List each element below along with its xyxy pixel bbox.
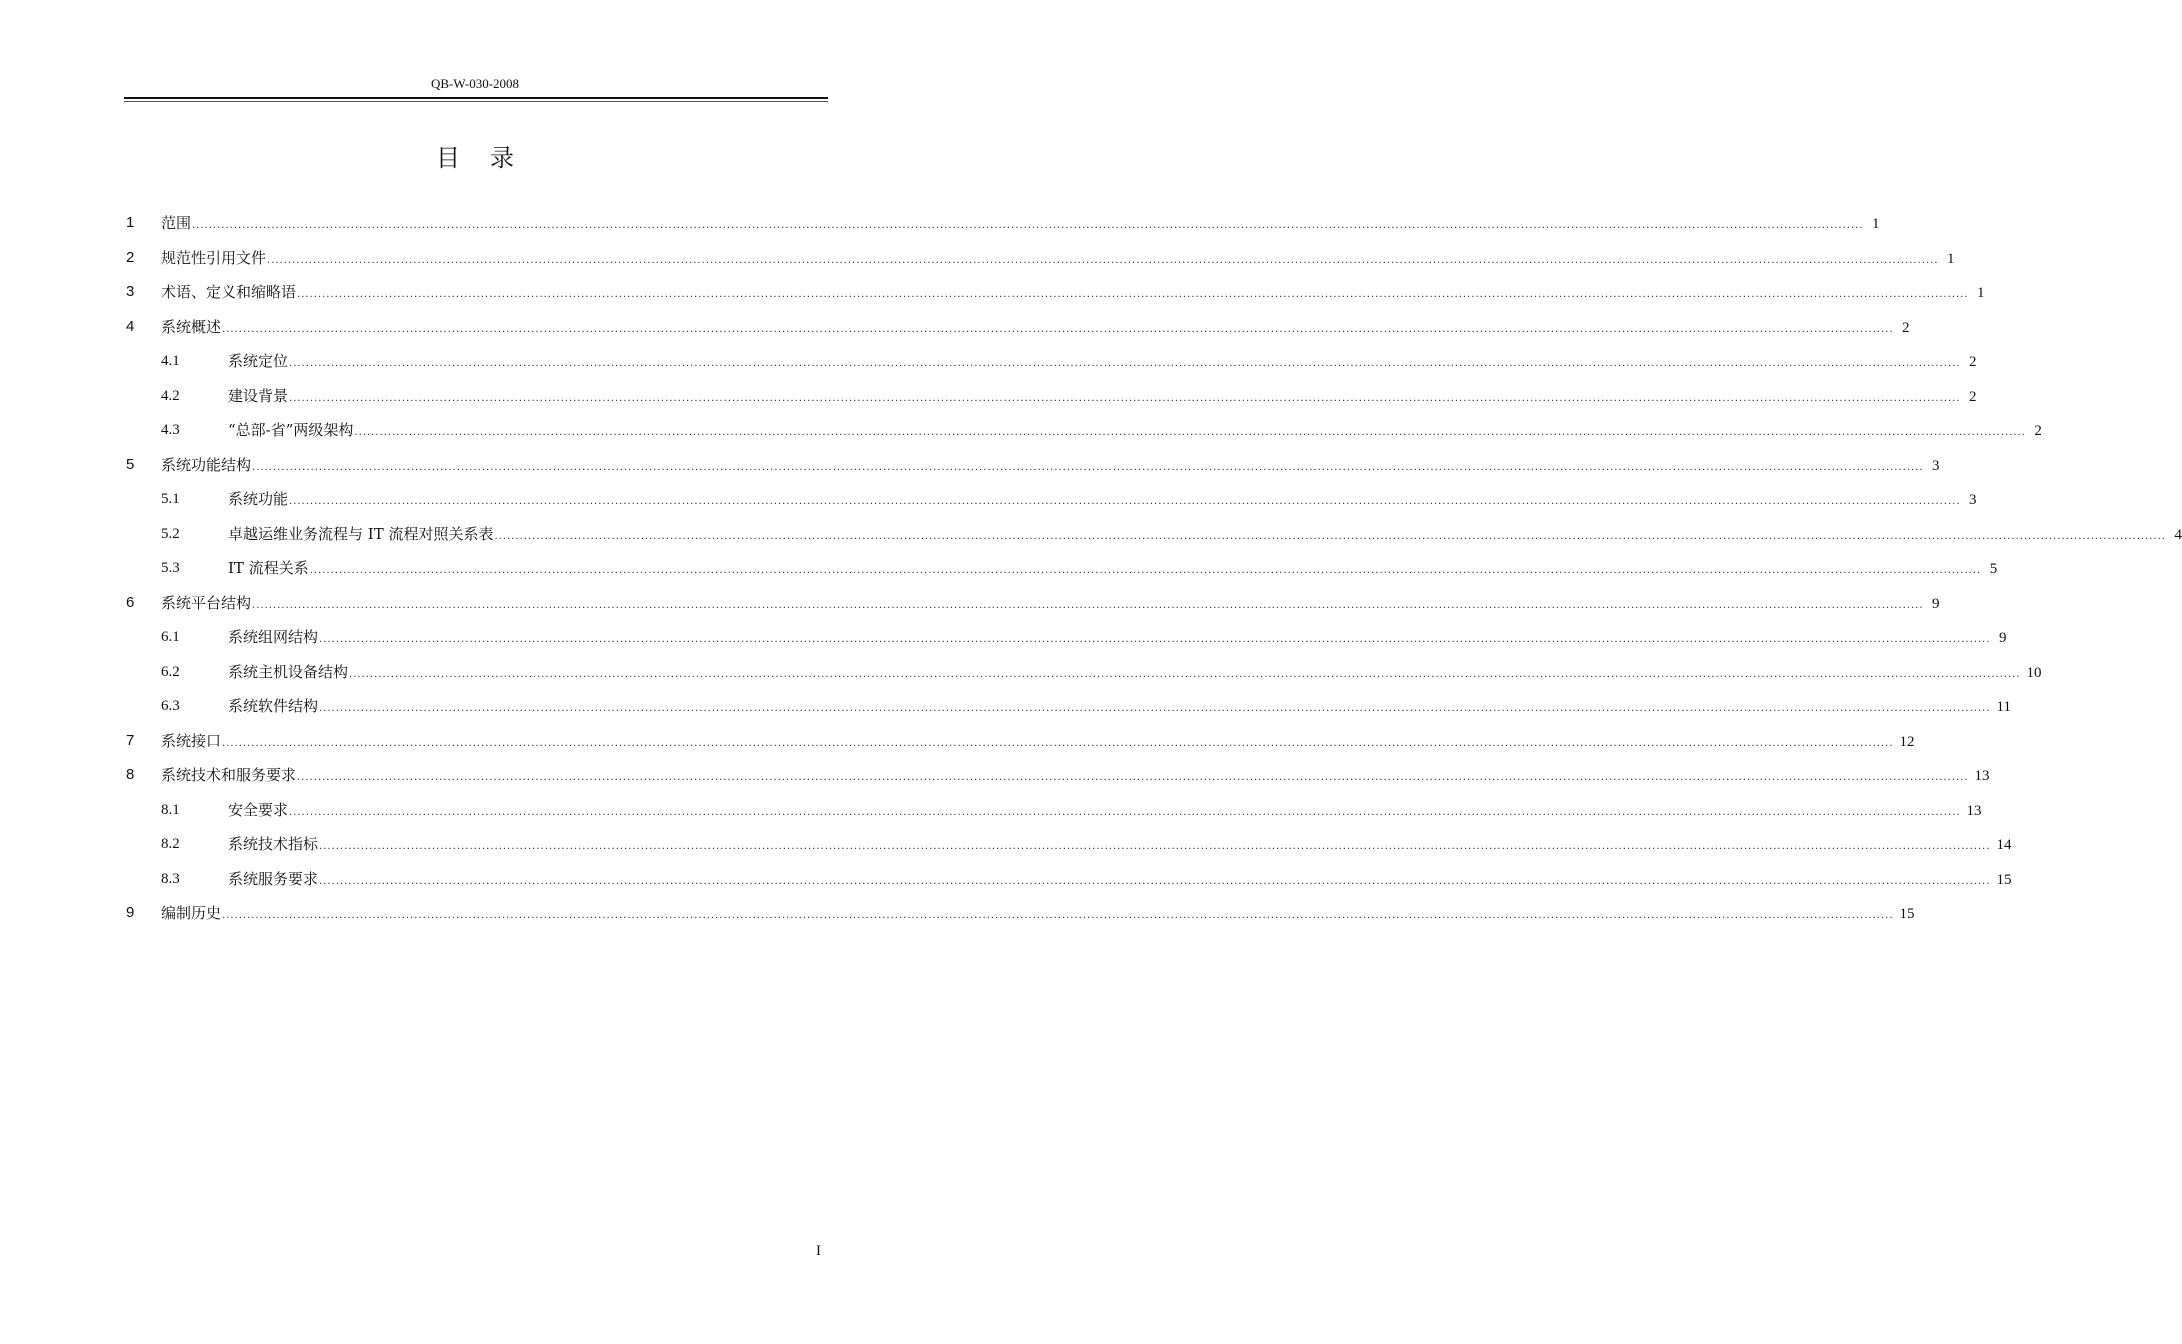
toc-entry-number: 4.1 (161, 353, 180, 369)
toc-dot-leader: ................................................................................................................................................................................................................................................................................................................................................................................................................ (297, 289, 1969, 300)
toc-entry-title: 术语、定义和缩略语 (161, 283, 297, 301)
toc-entry-page: 2 (2034, 423, 2042, 439)
toc-entry[interactable] (0, 655, 2042, 689)
toc-entry[interactable] (0, 862, 2012, 896)
footer-page-number: I (816, 1243, 821, 1259)
toc-entry-number: 5.2 (161, 525, 180, 542)
toc-entry-page: 1 (1947, 250, 1955, 267)
header-rule-thin (124, 101, 828, 102)
toc-entry-number: 6 (126, 593, 135, 611)
toc-entry-title: 系统软件结构 (228, 697, 319, 715)
toc-dot-leader: ................................................................................................................................................................................................................................................................................................................................................................................................................ (319, 703, 1991, 714)
toc-dot-leader: ................................................................................................................................................................................................................................................................................................................................................................................................................ (222, 910, 1894, 921)
toc-entry-page: 2 (1969, 388, 1977, 405)
toc-entry[interactable] (0, 448, 1940, 482)
toc-entry-page: 14 (1996, 837, 2012, 853)
toc-entry-title: 系统接口 (161, 731, 222, 750)
toc-entry-number: 6.2 (161, 663, 180, 680)
toc-entry-title: 编制历史 (161, 904, 222, 922)
toc-entry-number: 6.1 (161, 629, 180, 645)
toc-entry-title: 卓越运维业务流程与 IT 流程对照关系表 (228, 524, 494, 543)
toc-entry[interactable] (0, 896, 1915, 930)
toc-dot-leader: ................................................................................................................................................................................................................................................................................................................................................................................................................ (494, 530, 2166, 542)
toc-entry-number: 5.3 (161, 560, 180, 576)
toc-entry-page: 2 (1902, 319, 1910, 336)
header-rule (124, 97, 828, 99)
toc-entry[interactable] (0, 379, 1977, 413)
toc-entry[interactable] (0, 827, 2012, 861)
toc-entry-page: 1 (1872, 216, 1880, 232)
toc-entry[interactable] (0, 482, 1977, 516)
toc-entry-number: 6.3 (161, 698, 180, 714)
toc-entry-number: 5 (126, 455, 135, 473)
toc-entry-number: 8 (126, 766, 135, 783)
toc-dot-leader: ................................................................................................................................................................................................................................................................................................................................................................................................................ (289, 496, 1961, 507)
toc-entry[interactable] (0, 275, 1985, 309)
toc-entry-title: “总部-省”两级架构 (228, 421, 354, 439)
toc-entry[interactable] (0, 724, 1915, 758)
toc-entry-title: 系统概述 (161, 317, 222, 336)
toc-entry-number: 4 (126, 317, 135, 335)
toc-entry[interactable] (0, 586, 1940, 620)
toc-entry[interactable] (0, 517, 2182, 551)
toc-entry-title: 系统功能结构 (161, 455, 252, 474)
toc-entry-number: 5.1 (161, 491, 180, 507)
toc-entry[interactable] (0, 241, 1955, 275)
toc-entry-number: 8.3 (161, 870, 180, 887)
toc-dot-leader: ................................................................................................................................................................................................................................................................................................................................................................................................................ (319, 841, 1991, 852)
toc-entry-page: 13 (1966, 802, 1982, 819)
toc-dot-leader: ................................................................................................................................................................................................................................................................................................................................................................................................................ (267, 254, 1939, 266)
toc-dot-leader: ................................................................................................................................................................................................................................................................................................................................................................................................................ (319, 634, 1991, 645)
toc-entry-title: 系统平台结构 (161, 593, 252, 612)
toc-entry-page: 5 (1989, 561, 1998, 577)
toc-dot-leader: ................................................................................................................................................................................................................................................................................................................................................................................................................ (289, 358, 1961, 369)
toc-entry-number: 4.2 (161, 387, 180, 404)
toc-dot-leader: ................................................................................................................................................................................................................................................................................................................................................................................................................ (289, 806, 1961, 818)
toc-entry-title: 建设背景 (228, 386, 289, 405)
toc-entry-title: 系统技术和服务要求 (161, 766, 297, 784)
toc-entry[interactable] (0, 413, 2042, 447)
toc-dot-leader: ................................................................................................................................................................................................................................................................................................................................................................................................................ (252, 599, 1924, 611)
toc-entry-page: 9 (1999, 630, 2007, 646)
toc-dot-leader: ................................................................................................................................................................................................................................................................................................................................................................................................................ (309, 565, 1982, 576)
toc-dot-leader: ................................................................................................................................................................................................................................................................................................................................................................................................................ (319, 875, 1991, 887)
toc-entry-number: 7 (126, 731, 135, 749)
toc-entry-title: IT 流程关系 (228, 559, 309, 577)
document-code: QB-W-030-2008 (430, 76, 520, 91)
toc-entry-title: 系统功能 (228, 490, 289, 508)
toc-dot-leader: ................................................................................................................................................................................................................................................................................................................................................................................................................ (354, 427, 2026, 438)
toc-entry-page: 15 (1996, 871, 2012, 888)
toc-dot-leader: ................................................................................................................................................................................................................................................................................................................................................................................................................ (222, 323, 1894, 335)
toc-entry-page: 3 (1932, 457, 1940, 474)
toc-entry-number: 4.3 (161, 422, 180, 438)
toc-entry-number: 2 (126, 248, 135, 266)
toc-entry-number: 8.2 (161, 836, 180, 852)
toc-entry[interactable] (0, 551, 1998, 585)
toc-entry-page: 13 (1974, 768, 1990, 784)
toc-entry[interactable] (0, 620, 2007, 654)
toc-entry-title: 系统技术指标 (228, 835, 319, 853)
toc-entry-page: 9 (1932, 595, 1940, 612)
toc-entry-number: 8.1 (161, 801, 180, 818)
toc-entry[interactable] (0, 310, 1910, 344)
toc-entry-number: 3 (126, 283, 135, 300)
toc-entry-page: 1 (1977, 285, 1985, 301)
toc-entry-page: 10 (2026, 664, 2042, 681)
toc-entry-page: 3 (1969, 492, 1977, 508)
toc-dot-leader: ................................................................................................................................................................................................................................................................................................................................................................................................................ (297, 772, 1969, 783)
toc-entry[interactable] (0, 689, 2011, 723)
toc-entry-title: 系统定位 (228, 352, 289, 370)
toc-entry[interactable] (0, 758, 1990, 792)
toc-entry-title: 规范性引用文件 (161, 248, 267, 267)
toc-dot-leader: ................................................................................................................................................................................................................................................................................................................................................................................................................ (192, 220, 1864, 231)
toc-entry-title: 安全要求 (228, 800, 289, 819)
toc-dot-leader: ................................................................................................................................................................................................................................................................................................................................................................................................................ (222, 737, 1894, 749)
toc-entry[interactable] (0, 206, 1880, 240)
toc-dot-leader: ................................................................................................................................................................................................................................................................................................................................................................................................................ (349, 668, 2021, 680)
toc-entry-page: 15 (1899, 906, 1915, 922)
toc-entry-title: 范围 (161, 214, 192, 232)
toc-entry-page: 12 (1899, 733, 1915, 750)
toc-entry-number: 1 (126, 214, 135, 231)
toc-entry-title: 系统组网结构 (228, 628, 319, 646)
toc-entry-number: 9 (126, 904, 135, 921)
toc-entry-page: 11 (1996, 699, 2011, 715)
toc-entry-page: 4 (2174, 526, 2182, 543)
toc-dot-leader: ................................................................................................................................................................................................................................................................................................................................................................................................................ (252, 461, 1924, 473)
toc-entry-title: 系统服务要求 (228, 869, 319, 888)
toc-entry-title: 系统主机设备结构 (228, 662, 349, 681)
toc-entry-page: 2 (1969, 354, 1977, 370)
toc-title: 目录 (436, 144, 544, 172)
toc-entry[interactable] (0, 344, 1977, 378)
toc-dot-leader: ................................................................................................................................................................................................................................................................................................................................................................................................................ (289, 392, 1961, 404)
toc-entry[interactable] (0, 793, 1982, 827)
